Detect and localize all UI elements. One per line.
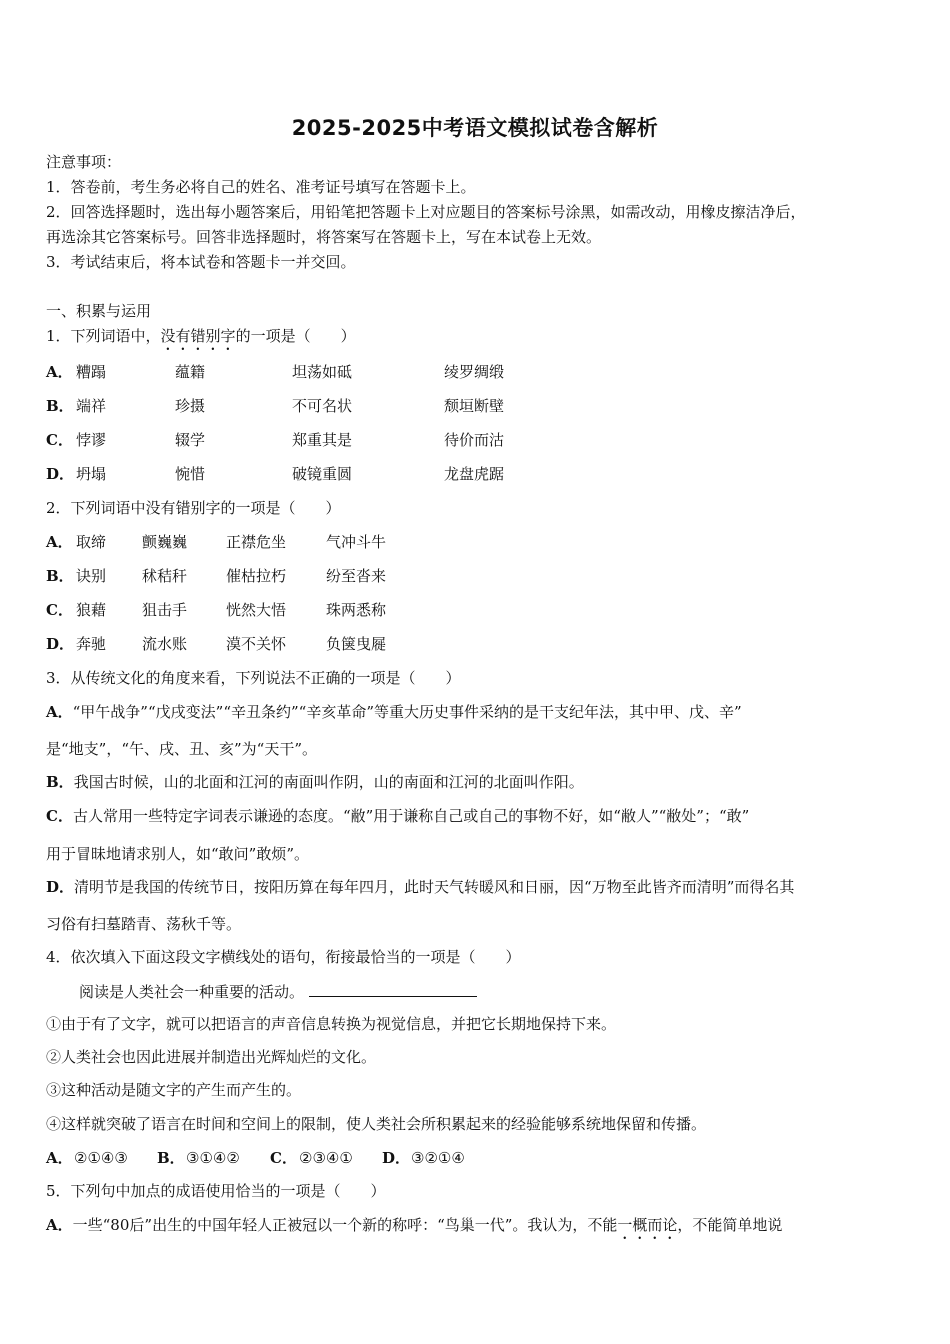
question-2-stem: 2．下列词语中没有错别字的一项是（ ）	[46, 499, 341, 517]
option-label: A．	[46, 1216, 73, 1234]
option-word: 颤巍巍	[142, 533, 188, 551]
section-heading: 一、积累与运用	[46, 302, 152, 320]
option-text: 一些“80后”出生的中国年轻人正被冠以一个新的称呼：“鸟巢一代”。我认为，不能	[72, 1216, 618, 1234]
question-1-stem	[46, 326, 356, 354]
option-word: 负箧曳屣	[326, 635, 387, 653]
option-word: 坍塌	[76, 465, 107, 483]
option-label: A．	[46, 533, 73, 551]
option-word: 珍摄	[175, 397, 206, 415]
option-value: ②①④③	[74, 1149, 128, 1167]
sentence-4: ④这样就突破了语言在时间和空间上的限制，使人类社会所积累起来的经验能够系统地保留和传播。	[46, 1115, 707, 1133]
option-value: ②③④①	[299, 1149, 353, 1167]
sentence-3: ③这种活动是随文字的产生而产生的。	[46, 1081, 302, 1099]
emphasized-text: 没有错别字	[160, 327, 236, 345]
option-label: D．	[46, 878, 75, 896]
option-word: 奔驰	[76, 635, 107, 653]
option-word: 糟蹋	[76, 363, 107, 381]
option-word: 待价而沽	[444, 431, 505, 449]
option-text: ，不能简单地说	[677, 1216, 783, 1234]
option-word: 龙盘虎踞	[444, 465, 505, 483]
option-value: ③②①④	[411, 1149, 465, 1167]
emphasized-idiom: 一概而论	[617, 1216, 678, 1234]
option-word: 正襟危坐	[226, 533, 287, 551]
option-text: 清明节是我国的传统节日，按阳历算在每年四月，此时天气转暖风和日丽，因“万物至此皆齐而清明”而得名其	[74, 878, 795, 896]
option-label: D．	[46, 465, 75, 483]
stem-text: 的一项是（ ）	[235, 327, 356, 345]
question-4-passage	[79, 981, 477, 1002]
option-label: B．	[46, 397, 74, 415]
option-word: 恍然大悟	[226, 601, 287, 619]
option-word: 催枯拉朽	[226, 567, 287, 585]
option-text-continued: 用于冒昧地请求别人，如“敢问”敢烦”。	[46, 845, 310, 863]
option-label: C．	[46, 431, 73, 449]
page-title: 2025-2025中考语文模拟试卷含解析	[291, 116, 659, 140]
option-word: 珠两悉称	[326, 601, 387, 619]
question-5-option-a	[46, 1215, 782, 1243]
option-word: 端祥	[76, 397, 107, 415]
option-text-continued: 是“地支”，“午、戌、丑、亥”为“天干”。	[46, 740, 318, 758]
option-text-continued: 习俗有扫墓踏青、荡秋千等。	[46, 915, 242, 933]
option-label: D．	[382, 1149, 411, 1167]
option-label: C．	[46, 807, 73, 825]
sentence-1: ①由于有了文字，就可以把语言的声音信息转换为视觉信息，并把它长期地保持下来。	[46, 1015, 617, 1033]
stem-text: 1．下列词语中，	[46, 327, 161, 345]
option-label: A．	[46, 363, 73, 381]
option-word: 悖谬	[76, 431, 107, 449]
option-label: B．	[46, 773, 74, 791]
notice-item: 2．回答选择题时，选出每小题答案后，用铅笔把答题卡上对应题目的答案标号涂黑，如需改动，用橡皮擦洁净后，	[46, 203, 806, 221]
option-word: 颓垣断壁	[444, 397, 505, 415]
option-word: 惋惜	[175, 465, 206, 483]
option-word: 秫秸秆	[142, 567, 188, 585]
option-word: 辍学	[175, 431, 206, 449]
question-3-option-b	[46, 772, 584, 792]
notice-heading: 注意事项：	[46, 153, 122, 171]
option-text: 我国古时候，山的北面和江河的南面叫作阴，山的南面和江河的北面叫作阳。	[73, 773, 584, 791]
option-text: “甲午战争”“戊戌变法”“辛丑条约”“辛亥革命”等重大历史事件采纳的是干支纪年法，其中甲、戊、辛”	[72, 703, 742, 721]
option-label: B．	[46, 567, 74, 585]
question-5-stem: 5．下列句中加点的成语使用恰当的一项是（ ）	[46, 1182, 386, 1200]
option-word: 坦荡如砥	[292, 363, 353, 381]
question-3-option-d	[46, 877, 794, 897]
option-value: ③①④②	[186, 1149, 240, 1167]
option-word: 流水账	[142, 635, 188, 653]
option-word: 狼藉	[76, 601, 107, 619]
notice-item: 1．答卷前，考生务必将自己的姓名、准考证号填写在答题卡上。	[46, 178, 476, 196]
question-3-option-c	[46, 806, 749, 826]
option-word: 狙击手	[142, 601, 188, 619]
option-word: 不可名状	[292, 397, 353, 415]
option-text: 古人常用一些特定字词表示谦逊的态度。“敝”用于谦称自己或自己的事物不好，如“敝人”“敝处”；“敢”	[72, 807, 750, 825]
option-word: 破镜重圆	[292, 465, 353, 483]
option-label: D．	[46, 635, 75, 653]
option-word: 蕴籍	[175, 363, 206, 381]
option-label: B．	[157, 1149, 185, 1167]
option-word: 纷至沓来	[326, 567, 387, 585]
option-word: 诀别	[76, 567, 107, 585]
option-label: A．	[46, 703, 73, 721]
option-label: C．	[46, 601, 73, 619]
option-word: 气冲斗牛	[326, 533, 387, 551]
question-3-stem: 3．从传统文化的角度来看，下列说法不正确的一项是（ ）	[46, 669, 461, 687]
option-word: 绫罗绸缎	[444, 363, 505, 381]
option-word: 取缔	[76, 533, 107, 551]
answer-blank	[309, 981, 477, 997]
passage-text: 阅读是人类社会一种重要的活动。	[79, 983, 305, 1001]
option-word: 漠不关怀	[226, 635, 287, 653]
option-label: A．	[46, 1149, 73, 1167]
sentence-2: ②人类社会也因此进展并制造出光辉灿烂的文化。	[46, 1048, 377, 1066]
question-4-stem: 4．依次填入下面这段文字横线处的语句，衔接最恰当的一项是（ ）	[46, 948, 521, 966]
option-word: 郑重其是	[292, 431, 353, 449]
question-3-option-a	[46, 702, 742, 722]
notice-item: 再选涂其它答案标号。回答非选择题时，将答案写在答题卡上，写在本试卷上无效。	[46, 228, 602, 246]
option-label: C．	[270, 1149, 297, 1167]
notice-item: 3．考试结束后，将本试卷和答题卡一并交回。	[46, 253, 356, 271]
